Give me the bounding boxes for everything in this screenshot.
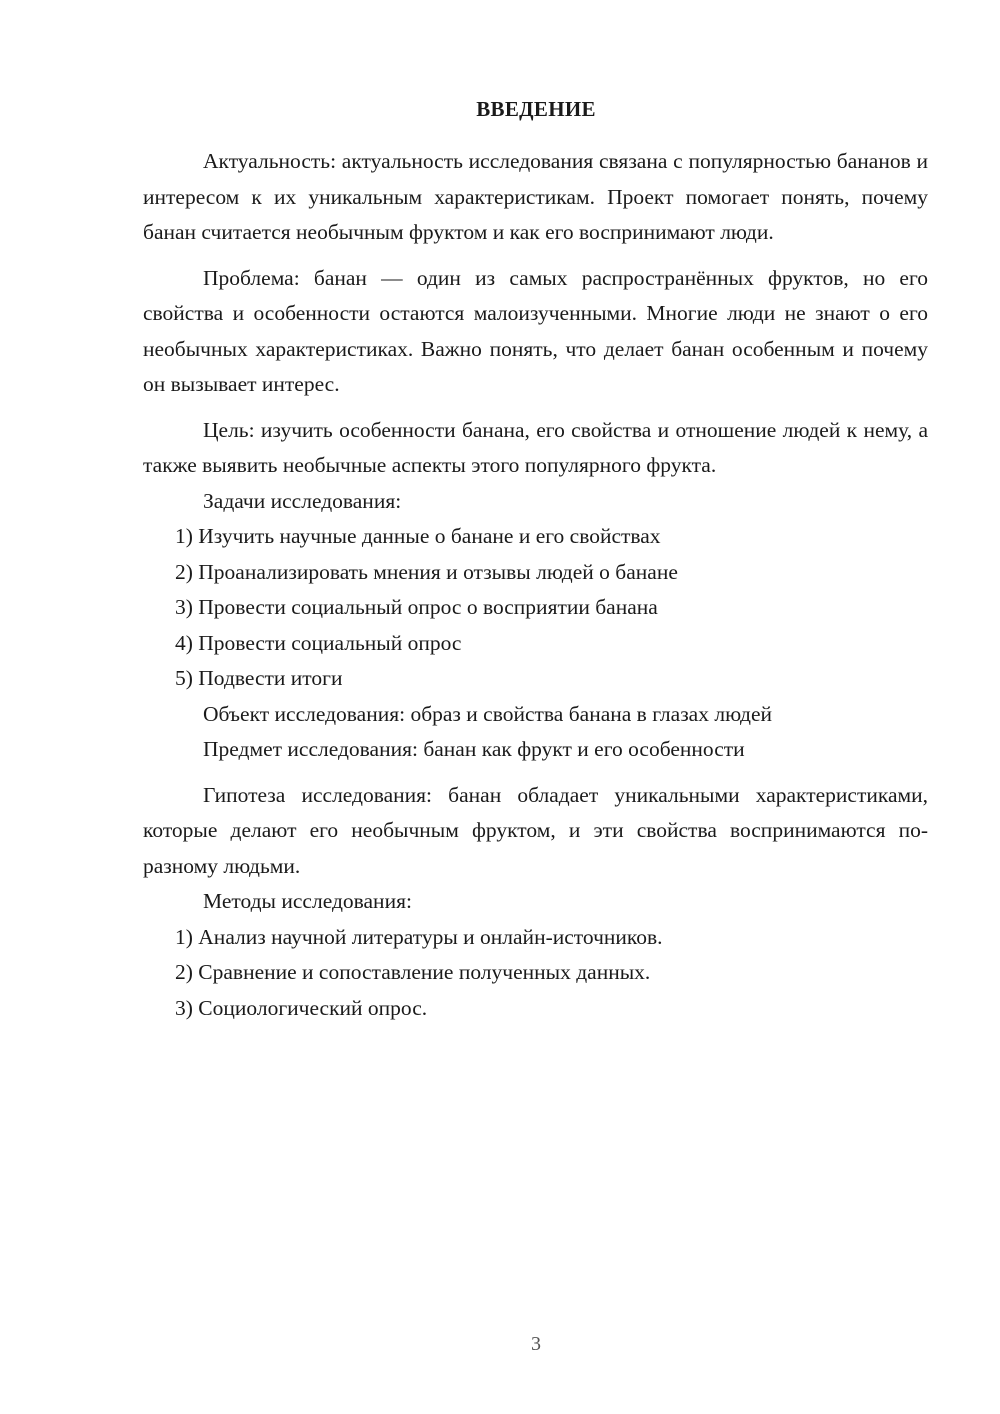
relevance-paragraph: Актуальность: актуальность исследования связана с популярностью бананов и интересом к их уникальным характеристикам. Проект помогает понять, почему банан считается необычным фруктом и как его воспринимают люди. [143,149,928,244]
methods-list [143,920,928,1027]
problem-paragraph: Проблема: банан — один из самых распространённых фруктов, но его свойства и особенности остаются малоизученными. Многие люди не знают о его необычных характеристиках. Важно понять, что делает банан особенным и почему он вызывает интерес. [143,265,928,396]
object-line: Объект исследования: образ и свойства банана в глазах людей [203,701,773,726]
page-number: 3 [531,1333,541,1355]
tasks-heading: Задачи исследования: [203,488,402,513]
subject-line: Предмет исследования: банан как фрукт и его особенности [203,737,745,761]
list-item: 3) Провести социальный опрос о восприятии банана [175,595,658,619]
list-item: 4) Провести социальный опрос [175,630,462,655]
methods-heading: Методы исследования: [203,889,412,913]
list-item: 2) Проанализировать мнения и отзывы людей о банане [175,559,678,584]
list-item: 3) Социологический опрос. [175,995,428,1020]
hypothesis-paragraph: Гипотеза исследования: банан обладает уникальными характеристиками, которые делают его необычным фруктом, и эти свойства воспринимаются по-разному людьми. [143,782,928,878]
goal-paragraph: Цель: изучить особенности банана, его свойства и отношение людей к нему, а также выявить необычные аспекты этого популярного фрукта. [143,417,928,477]
list-item: 1) Анализ научной литературы и онлайн-источников. [175,924,663,949]
tasks-list [143,519,928,697]
list-item: 5) Подвести итоги [175,666,343,690]
section-title: ВВЕДЕНИЕ [476,97,596,121]
list-item: 2) Сравнение и сопоставление полученных данных. [175,960,651,984]
document-body [143,144,928,1026]
list-item: 1) Изучить научные данные о банане и его свойствах [175,524,661,548]
